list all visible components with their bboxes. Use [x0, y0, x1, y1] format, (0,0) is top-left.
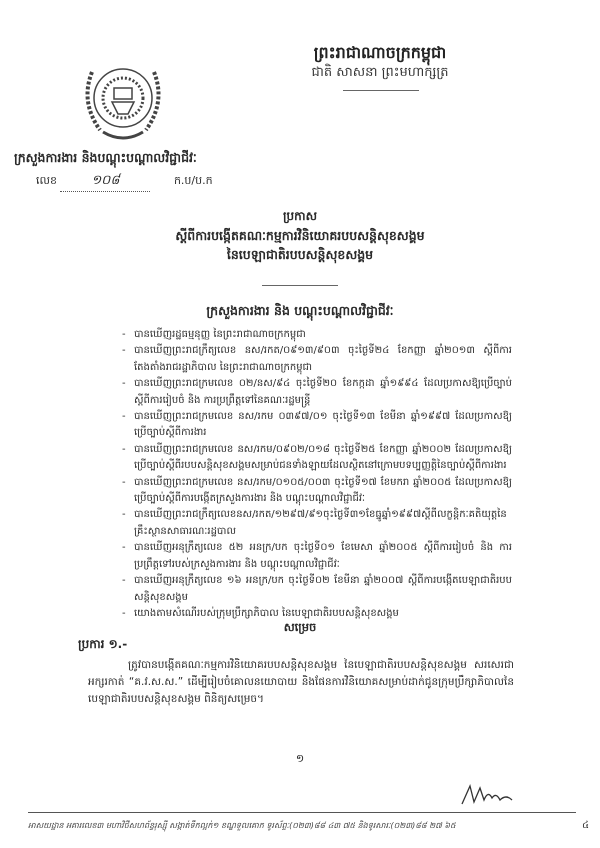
ministry-seal-logo — [78, 52, 168, 144]
visa-item: - យោងតាមសំណើរបស់ក្រុមប្រឹក្សាភិបាល នៃបេឡាជាតិរបបសន្តិសុខសង្គម — [122, 606, 512, 622]
footer-divider — [28, 812, 576, 813]
reference-number — [36, 172, 213, 192]
article-text: ត្រូវបានបង្កើតគណៈកម្មការវិនិយោគរបបសន្តិសុខសង្គម នៃបេឡាជាតិរបបសន្តិសុខសង្គម សរសេរជាអក្សរកាត់ “គ.វ.ស.ស.” ដើម្បីរៀបចំគោលនយោបាយ និងផែនការវិនិយោគសម្រាប់ដាក់ជូនក្រុមប្រឹក្សាភិបាលនៃបេឡាជាតិរបបសន្តិសុខសង្គម ពិនិត្យសម្រេច។ — [88, 659, 514, 705]
visa-item: - បានឃើញព្រះរាជក្រមលេខ នស/រកម ០៣៩៧/០១ ចុះថ្ងៃទី១៣ ខែមីនា ឆ្នាំ១៩៩៧ ដែលប្រកាសឱ្យប្រើច្បាប់ស្តីពីការងារ — [122, 409, 512, 442]
national-motto: ជាតិ សាសនា ព្រះមហាក្សត្រ — [311, 65, 449, 80]
ref-label: លេខ — [36, 174, 57, 187]
visa-list — [122, 327, 512, 622]
ornament-divider — [262, 285, 338, 286]
signature-initials — [458, 782, 518, 808]
kingdom-heading: ព្រះរាជាណាចក្រកម្ពុជា — [313, 43, 447, 62]
visa-item: - បានឃើញអនុក្រឹត្យលេខ ១៦ អនក្រ/បក ចុះថ្ងៃទី០២ ខែមីនា ឆ្នាំ២០០៧ ស្តីពីការបង្កើតបេឡាជាតិរបបសន្តិសុខសង្គម — [122, 573, 512, 606]
visa-item: - បានឃើញព្រះរាជក្រឹត្យលេខ នស/រកត/០៩១៣/៩០៣ ចុះថ្ងៃទី២៤ ខែកញ្ញា ឆ្នាំ២០១៣ ស្តីពីការតែងតាំងរាជរដ្ឋាភិបាល នៃព្រះរាជាណាចក្រកម្ពុជា — [122, 343, 512, 376]
decision-heading: សម្រេច — [283, 620, 317, 634]
document-title-line1: ស្តីពីការបង្កើតគណៈកម្មការវិនិយោគរបបសន្តិសុខសង្គម — [175, 228, 425, 243]
visa-item: - បានឃើញរដ្ឋធម្មនុញ្ញ នៃព្រះរាជាណាចក្រកម្ពុជា — [122, 327, 512, 343]
document-type: ប្រកាស — [282, 209, 318, 223]
page-number: ១ — [295, 752, 305, 765]
visa-item: - បានឃើញអនុក្រឹត្យលេខ ៥២ អនក្រ/បក ចុះថ្ងៃទី០១ ខែមេសា ឆ្នាំ២០០៥ ស្តីពីការរៀបចំ និង ការប្រព្រឹត្តទៅរបស់ក្រសួងការងារ និង បណ្តុះបណ្តាលវិជ្ជាជីវៈ — [122, 540, 512, 573]
ref-suffix: ក.ប/ប.ក — [173, 174, 213, 187]
ornament-divider — [343, 90, 419, 91]
visa-item: - បានឃើញព្រះរាជក្រមលេខ ០២/នស/៩៤ ចុះថ្ងៃទី២០ ខែកក្កដា ឆ្នាំ១៩៩៤ ដែលប្រកាសឱ្យប្រើច្បាប់ស្តីពីការរៀបចំ និង ការប្រព្រឹត្តទៅនៃគណៈរដ្ឋមន្ត្រី — [122, 376, 512, 409]
footer-address: អាសយដ្ឋាន អគារលេខ៣ មហាវិថីសហព័ន្ធរុស្ស៊ី សង្កាត់ទឹកល្អក់១ ខណ្ឌទួលគោក ទូរស័ព្ទៈ(០២៣)៨៨ ៤៣ ៧៥ និងទូរសារៈ(០២៣)៨៨ ២៧ ៦៥ — [28, 821, 456, 830]
visa-item: - បានឃើញព្រះរាជក្រមលេខ នស/រកម/០៩០២/០១៨ ចុះថ្ងៃទី២៥ ខែកញ្ញា ឆ្នាំ២០០២ ដែលប្រកាសឱ្យប្រើច្បាប់ស្តីពីរបបសន្តិសុខសង្គមសម្រាប់ជនទាំងឡាយដែលស្ថិតនៅក្រោមបទប្បញ្ញត្តិនៃច្បាប់ស្តីពីការងារ — [122, 442, 512, 475]
ministry-name: ក្រសួងការងារ និងបណ្តុះបណ្តាលវិជ្ជាជីវៈ — [14, 150, 197, 165]
document-title-line2: នៃបេឡាជាតិរបបសន្តិសុខសង្គម — [226, 247, 374, 262]
edge-mark: ៤ — [582, 820, 590, 831]
visa-item: - បានឃើញព្រះរាជក្រឹត្យលេខនស/រកត/១២៩៧/៩១ចុះថ្ងៃទី៣១ខែធ្នូឆ្នាំ១៩៩៧ស្តីពីលក្ខន្តិកៈគតិយុត្តនៃគ្រឹះស្ថានសាធារណៈរដ្ឋបាល — [122, 507, 512, 540]
ref-number: ១០៨ — [60, 172, 150, 192]
article-label: ប្រការ ១.- — [78, 637, 128, 651]
issuer-heading: ក្រសួងការងារ និង បណ្តុះបណ្តាលវិជ្ជាជីវៈ — [206, 303, 394, 318]
visa-item: - បានឃើញព្រះរាជក្រមលេខ នស/រកម/០១០៥/០០៣ ចុះថ្ងៃទី១៧ ខែមករា ឆ្នាំ២០០៥ ដែលប្រកាសឱ្យប្រើច្បាប់ស្តីពីការបង្កើតក្រសួងការងារ និង បណ្តុះបណ្តាលវិជ្ជាជីវៈ — [122, 475, 512, 508]
